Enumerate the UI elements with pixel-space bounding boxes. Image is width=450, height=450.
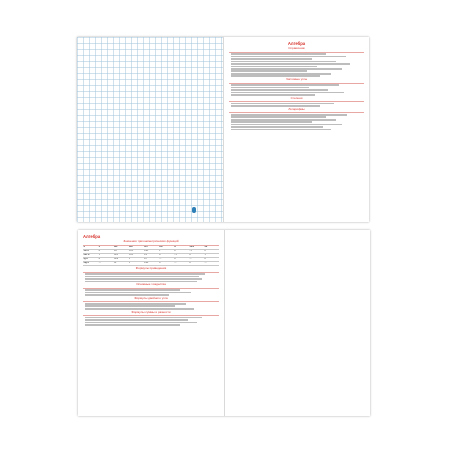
table-cell: 0	[189, 262, 191, 265]
section-title: Формулы двойного угла	[134, 295, 168, 300]
table-cell: 0	[159, 254, 161, 257]
divider	[83, 272, 219, 273]
divider	[229, 112, 364, 113]
divider	[83, 315, 219, 316]
section-title: Основные тождества	[136, 282, 166, 287]
header-cell: π/2	[159, 246, 163, 249]
table-cell: 1	[98, 254, 100, 257]
blank-page	[225, 230, 370, 416]
top-spread	[77, 37, 369, 222]
page-title: Алгебра	[287, 41, 306, 46]
text-block	[83, 317, 219, 326]
section-title: Формулы приведения	[135, 266, 167, 271]
page-title: Алгебра	[83, 234, 101, 239]
table-cell: √3	[113, 262, 117, 265]
table-cell: 1/2	[113, 250, 117, 253]
divider	[229, 101, 364, 102]
table-cell: √2/2	[128, 254, 134, 257]
table-cell: —	[98, 262, 101, 265]
reference-page	[224, 37, 369, 222]
divider	[83, 301, 219, 302]
table-cell: —	[159, 258, 162, 261]
table-cell: —	[174, 262, 177, 265]
table-cell: √3/2	[113, 254, 119, 257]
header-cell: α	[83, 246, 85, 249]
header-cell: π/4	[128, 246, 133, 249]
table-cell: 1	[204, 254, 206, 257]
header-cell: π/3	[144, 246, 148, 249]
divider	[83, 245, 219, 246]
table-cell: 0	[98, 250, 100, 253]
section-title: Формулы суммы и разности	[131, 309, 171, 314]
table-cell: —	[204, 262, 207, 265]
section-title: Значения тригонометрических функций	[123, 239, 179, 243]
table-cell: 0	[159, 262, 161, 265]
table-cell: ctg α	[83, 262, 89, 265]
bottom-spread	[78, 230, 370, 416]
divider	[229, 52, 364, 53]
table-cell: 0	[174, 258, 176, 261]
table-cell: 0	[204, 258, 206, 261]
text-block	[83, 289, 219, 296]
table-cell: √3/3	[113, 258, 119, 261]
text-block	[83, 303, 219, 310]
text-block	[229, 84, 364, 96]
section-title: Степени	[290, 95, 303, 100]
grid-page	[77, 37, 223, 222]
table-cell: √3	[144, 258, 147, 261]
ring-icon	[192, 207, 196, 213]
table-cell: 1	[128, 258, 131, 261]
table-cell: 0	[189, 254, 191, 257]
table-cell: sin α	[83, 250, 89, 253]
table-cell: tg α	[83, 258, 88, 261]
text-block	[83, 273, 219, 282]
table-cell: 1/2	[144, 254, 148, 257]
section-title: Справочник	[288, 46, 305, 50]
table-cell: 0	[98, 258, 100, 261]
header-cell: π	[174, 246, 176, 249]
header-cell: 2π	[204, 246, 208, 249]
table-cell: 1	[159, 250, 161, 253]
divider	[83, 288, 219, 289]
table-cell: 1	[128, 262, 131, 265]
table-cell: −1	[174, 254, 177, 257]
section-title: Логарифмы	[288, 106, 305, 111]
table-cell: −1	[189, 250, 192, 253]
divider	[229, 83, 364, 84]
trig-table	[83, 246, 219, 266]
table-cell: —	[189, 258, 192, 261]
header-cell: π/6	[113, 246, 118, 249]
text-block	[229, 53, 364, 77]
text-block	[229, 114, 364, 131]
table-cell: cos α	[83, 254, 90, 257]
table-cell: 0	[174, 250, 176, 253]
table-cell: √3/3	[144, 262, 149, 265]
table-cell: √2/2	[128, 250, 134, 253]
header-cell: 0	[98, 246, 100, 249]
section-title: Числовые углы	[285, 77, 308, 82]
reference-page	[78, 230, 224, 416]
table-cell: 0	[204, 250, 206, 253]
header-cell: 3π/2	[189, 246, 195, 249]
table-cell: √3/2	[144, 250, 149, 253]
